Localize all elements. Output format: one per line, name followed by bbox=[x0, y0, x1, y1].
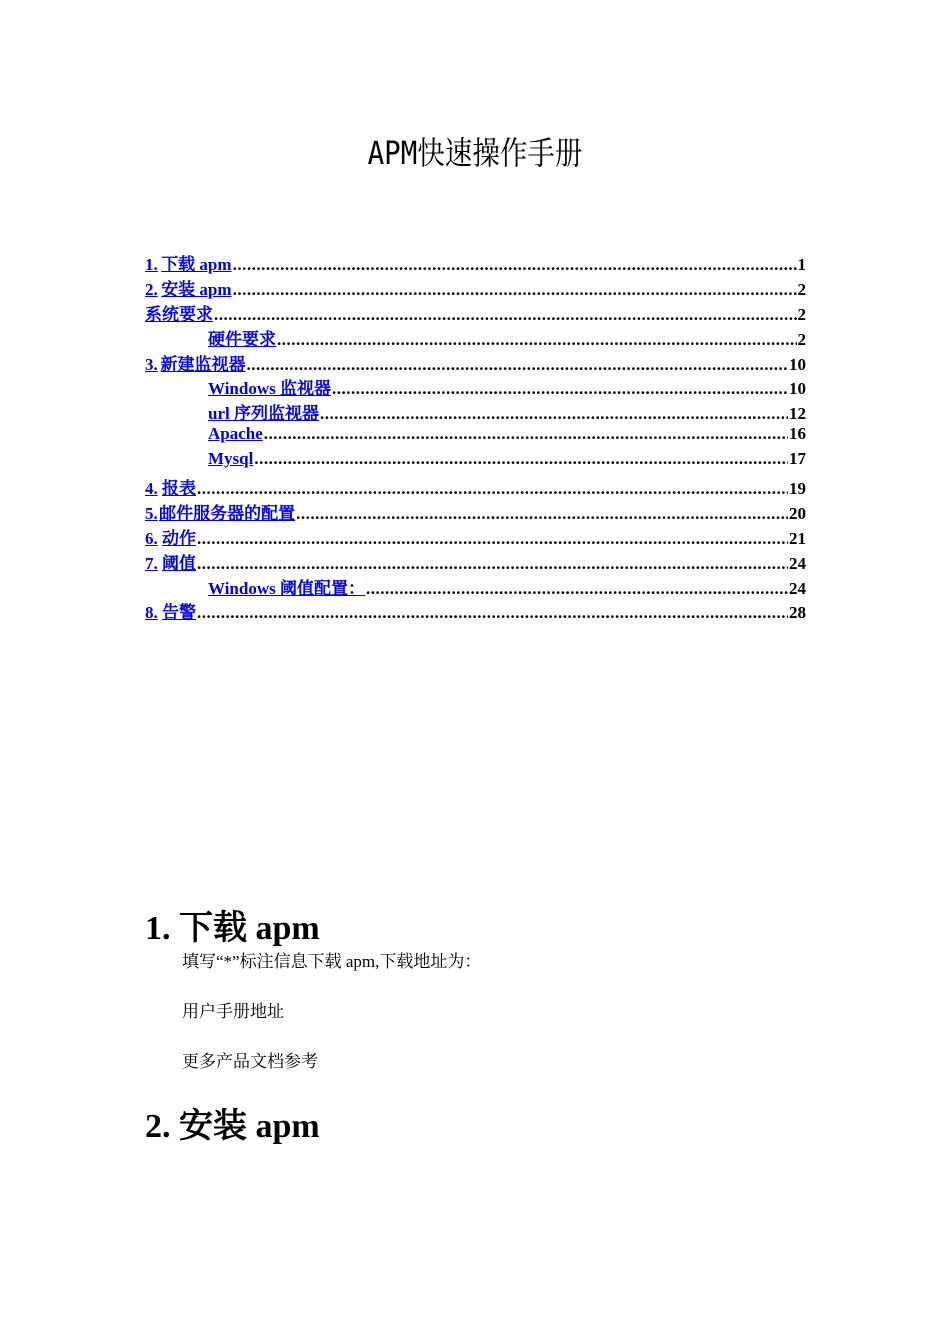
toc-page-number: 28 bbox=[789, 603, 806, 623]
toc-entry-link[interactable]: Windows 监视器 bbox=[208, 379, 331, 399]
toc-page-number: 2 bbox=[797, 279, 806, 299]
toc-entry-number[interactable]: 4. bbox=[145, 479, 158, 499]
toc-entry-link[interactable]: 新建监视器 bbox=[160, 354, 246, 374]
toc-entry-link[interactable]: Mysql bbox=[208, 449, 254, 469]
toc-entry[interactable] bbox=[145, 275, 806, 300]
toc-entry-link[interactable]: 安装 apm bbox=[161, 279, 232, 299]
toc-leader-dots bbox=[366, 579, 788, 599]
toc-entry-link[interactable]: Apache bbox=[208, 424, 263, 444]
section-heading-install: 2. 安装 apm bbox=[145, 1108, 320, 1145]
toc-entry-link[interactable]: 系统要求 bbox=[145, 304, 213, 324]
toc-page-number: 1 bbox=[797, 255, 806, 274]
toc-entry-link[interactable]: 告警 bbox=[161, 603, 196, 623]
toc-entry-link[interactable]: 动作 bbox=[161, 528, 196, 548]
toc-leader-dots bbox=[254, 449, 788, 469]
section-heading-download: 1. 下载 apm bbox=[145, 910, 320, 947]
toc-entry[interactable] bbox=[145, 300, 806, 325]
toc-leader-dots bbox=[197, 554, 788, 574]
toc-leader-dots bbox=[296, 504, 788, 524]
toc-entry[interactable] bbox=[145, 524, 806, 549]
toc-page-number: 24 bbox=[789, 553, 806, 573]
toc-entry[interactable] bbox=[145, 424, 806, 449]
toc-leader-dots bbox=[247, 355, 788, 375]
toc-leader-dots bbox=[197, 529, 788, 549]
toc-page-number: 21 bbox=[789, 528, 806, 548]
toc-entry[interactable] bbox=[145, 399, 806, 424]
toc-entry[interactable] bbox=[145, 474, 806, 499]
toc-page-number: 17 bbox=[789, 449, 806, 469]
toc-leader-dots bbox=[332, 379, 788, 399]
toc-page-number: 20 bbox=[789, 503, 806, 523]
toc-entry[interactable] bbox=[145, 499, 806, 524]
toc-entry[interactable] bbox=[145, 325, 806, 350]
toc-entry-link[interactable]: 阈值 bbox=[161, 553, 196, 573]
toc-page-number: 19 bbox=[789, 479, 806, 499]
toc-entry[interactable] bbox=[145, 250, 806, 275]
toc-entry-link[interactable]: 下载 apm bbox=[161, 255, 232, 274]
toc-entry-link[interactable]: 邮件服务器的配置 bbox=[159, 503, 296, 523]
toc-page-number: 12 bbox=[789, 404, 806, 424]
toc-entry-link[interactable]: 硬件要求 bbox=[208, 329, 276, 349]
toc-entry-link[interactable]: url 序列监视器 bbox=[208, 404, 319, 424]
toc-leader-dots bbox=[197, 603, 788, 623]
toc-entry[interactable] bbox=[145, 374, 806, 399]
toc-entry-number[interactable]: 2. bbox=[145, 279, 158, 299]
toc-page-number: 2 bbox=[797, 329, 806, 349]
paragraph-more-docs-link: 更多产品文档参考 bbox=[182, 1052, 318, 1071]
toc-page-number: 10 bbox=[789, 379, 806, 399]
toc-entry[interactable] bbox=[145, 350, 806, 375]
toc-entry[interactable] bbox=[145, 449, 806, 474]
toc-leader-dots bbox=[233, 280, 797, 300]
toc-entry-number[interactable]: 3. bbox=[145, 354, 158, 374]
toc-page-number: 10 bbox=[789, 354, 806, 374]
toc-leader-dots bbox=[233, 255, 797, 275]
toc-entry[interactable] bbox=[145, 574, 806, 599]
toc-leader-dots bbox=[214, 305, 797, 325]
paragraph-user-manual-link: 用户手册地址 bbox=[182, 1002, 284, 1021]
toc-entry-link[interactable]: 报表 bbox=[161, 479, 196, 499]
toc-leader-dots bbox=[264, 424, 788, 444]
document-title: APM快速操作手册 bbox=[367, 134, 583, 172]
toc-entry-number[interactable]: 6. bbox=[145, 528, 158, 548]
toc-leader-dots bbox=[197, 479, 788, 499]
toc-entry[interactable] bbox=[145, 598, 806, 623]
toc-entry-link[interactable]: Windows 阈值配置： bbox=[208, 578, 365, 598]
toc-leader-dots bbox=[277, 330, 797, 350]
toc-page-number: 2 bbox=[797, 304, 806, 324]
table-of-contents bbox=[145, 250, 806, 623]
toc-entry-number[interactable]: 8. bbox=[145, 603, 158, 623]
toc-entry-number[interactable]: 7. bbox=[145, 553, 158, 573]
toc-leader-dots bbox=[320, 404, 788, 424]
toc-entry-number[interactable]: 5. bbox=[145, 503, 158, 523]
paragraph-download-instructions: 填写“*”标注信息下载 apm,下载地址为： bbox=[182, 952, 482, 971]
toc-page-number: 16 bbox=[789, 424, 806, 444]
toc-entry[interactable] bbox=[145, 549, 806, 574]
toc-page-number: 24 bbox=[789, 578, 806, 598]
toc-entry-number[interactable]: 1. bbox=[145, 255, 158, 274]
